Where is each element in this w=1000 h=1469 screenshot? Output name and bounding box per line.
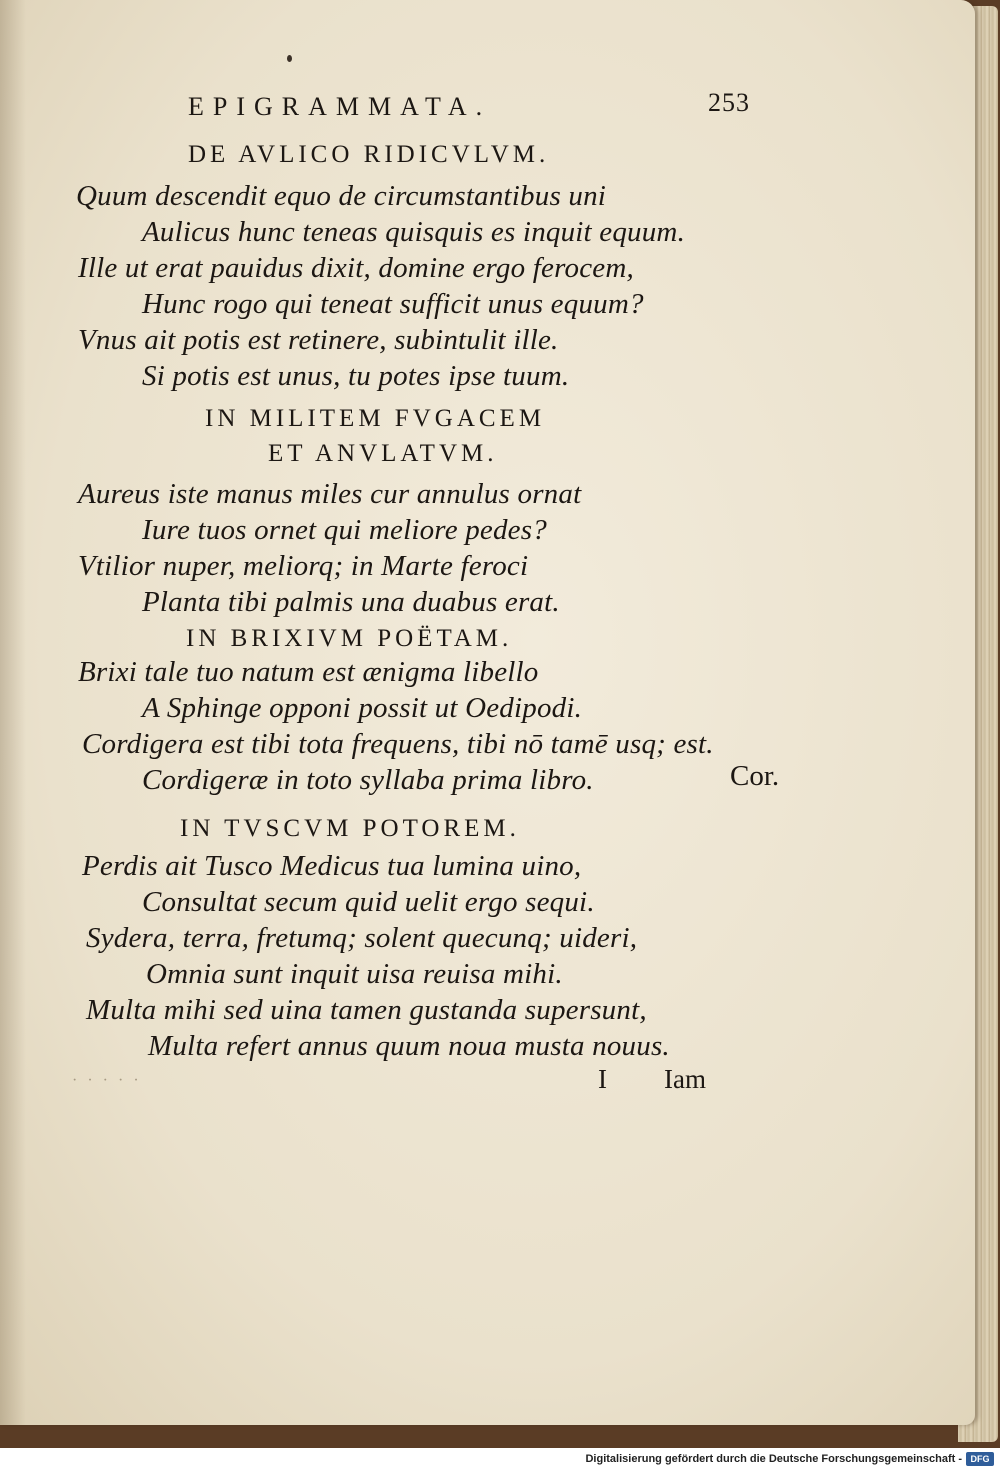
- verse-line: Sydera, terra, fretumq; solent quecunq; uideri,: [86, 922, 638, 954]
- section-heading: IN MILITEM FVGACEM: [205, 405, 546, 432]
- running-head: EPIGRAMMATA.: [188, 92, 492, 121]
- signature-mark: I: [598, 1064, 607, 1094]
- catchword: Iam: [664, 1064, 706, 1094]
- verse-line: Vnus ait potis est retinere, subintulit ille.: [78, 324, 559, 356]
- verse-line: Aureus iste manus miles cur annulus ornat: [78, 478, 582, 510]
- verse-line: Ille ut erat pauidus dixit, domine ergo ferocem,: [78, 252, 634, 284]
- section-heading: IN BRIXIVM POËTAM.: [186, 625, 513, 652]
- verse-line: Consultat secum quid uelit ergo sequi.: [142, 886, 595, 918]
- verse-line: Planta tibi palmis una duabus erat.: [142, 586, 560, 618]
- section-heading: ET ANVLATVM.: [268, 440, 498, 467]
- verse-line: Cordigera est tibi tota frequens, tibi nō tamē usq; est.: [82, 728, 714, 760]
- verse-line: Quum descendit equo de circumstantibus uni: [76, 180, 607, 212]
- verse-line: Aulicus hunc teneas quisquis es inquit equum.: [142, 216, 686, 248]
- verse-line: Hunc rogo qui teneat sufficit unus equum?: [142, 288, 644, 320]
- section-heading: DE AVLICO RIDICVLVM.: [188, 141, 550, 168]
- verse-line: Omnia sunt inquit uisa reuisa mihi.: [146, 958, 563, 990]
- verse-line: Si potis est unus, tu potes ipse tuum.: [142, 360, 570, 392]
- marginal-note: Cor.: [730, 760, 780, 792]
- ink-dot: [287, 55, 292, 62]
- verse-line: Multa mihi sed uina tamen gustanda supersunt,: [86, 994, 647, 1026]
- digitization-footer: [0, 1448, 1000, 1469]
- verse-line: Brixi tale tuo natum est ænigma libello: [78, 656, 539, 688]
- dfg-logo-icon: DFG: [966, 1452, 994, 1466]
- verse-line: Vtilior nuper, meliorq; in Marte feroci: [78, 550, 529, 582]
- verse-line: Cordigeræ in toto syllaba prima libro.: [142, 764, 594, 796]
- verse-line: Multa refert annus quum noua musta nouus.: [148, 1030, 670, 1062]
- section-heading: IN TVSCVM POTOREM.: [180, 815, 520, 842]
- verse-line: A Sphinge opponi possit ut Oedipodi.: [142, 692, 583, 724]
- gutter-shadow: [0, 0, 26, 1425]
- faded-mark: · · · · ·: [72, 1072, 142, 1089]
- page-number: 253: [708, 88, 750, 117]
- verse-line: Perdis ait Tusco Medicus tua lumina uino,: [82, 850, 582, 882]
- footer-credit: Digitalisierung gefördert durch die Deutsche Forschungsgemeinschaft -: [585, 1452, 962, 1465]
- verse-line: Iure tuos ornet qui meliore pedes?: [142, 514, 547, 546]
